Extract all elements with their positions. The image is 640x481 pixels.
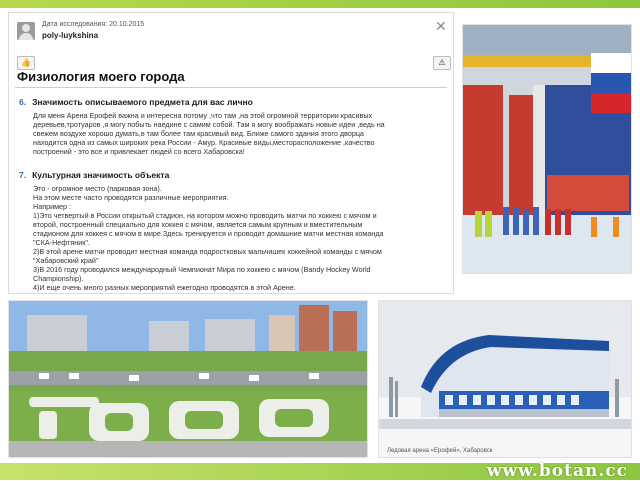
top-green-bar — [0, 0, 640, 8]
arena-exterior-photo — [378, 300, 632, 458]
people-formation-photo — [8, 300, 368, 458]
arena-exterior-caption: Ледовая арена «Ерофей», Хабаровск — [387, 448, 493, 454]
close-icon[interactable]: ✕ — [435, 18, 447, 34]
section-6-text: Для меня Арена Ерофей важна и интересна потому ,что там ,на этой огромной территории красивых деревьев,тротуаров ,я могу побыть наедине с самим собой. Там я могу воображать новые идеи ,ведь на свежем воздухе хорошо думать,в там более там красивый вид. Ближе самого здания этого дворца находится одна из самых широких река России - Амур. Красивые виды,месторасположение ,качество построений - это все и привлекает людей со всего Хабаровска! — [33, 111, 385, 156]
section-7-title-text: Культурная значимость объекта — [32, 170, 170, 180]
section-6-title-text: Значимость описываемого предмета для вас лично — [32, 97, 253, 107]
section-6-number: 6. — [19, 97, 27, 107]
section-7-title — [19, 170, 169, 180]
title-divider — [15, 87, 447, 88]
section-7-number: 7. — [19, 170, 27, 180]
watermark: www.botan.cc — [486, 461, 628, 481]
page-title: Физиология моего города — [17, 69, 185, 84]
warning-icon[interactable]: ⚠ — [433, 56, 451, 70]
thumbs-up-icon[interactable]: 👍 — [17, 56, 35, 70]
document-panel — [8, 12, 454, 294]
section-7-text: Это - огромное место (парковая зона). На этом месте часто проводятся различные мероприятия. Например : 1)Это четвертый в России открытый стадион, на котором можно проводить матчи по хоккею с мячом и второй, построенный специально для хоккея с мячом, является самым крупным и вместительным стадионом для хоккея с мячом в мире.Здесь тренируется и проводит домашние матчи местная команда "СКА-Нефтяник". 2)В этой арене матчи проводит местная команда подростковых мальчишек хоккейной команды с мячом "Хабаровский край" 3)В 2016 году проводился международный Чемпионат Мира по хоккею с мячом (Bandy Hockey World Championship). 4)И еще очень много разных мероприятий ежегодно проводятся в этой Арене. — [33, 184, 384, 292]
section-6-title — [19, 97, 253, 107]
date-line: Дата исследования: 20.10.2015 — [42, 21, 145, 28]
document-header — [15, 18, 447, 67]
author-link[interactable]: poly-luykshina — [42, 31, 99, 40]
arena-interior-photo — [462, 24, 632, 274]
avatar — [17, 22, 35, 40]
